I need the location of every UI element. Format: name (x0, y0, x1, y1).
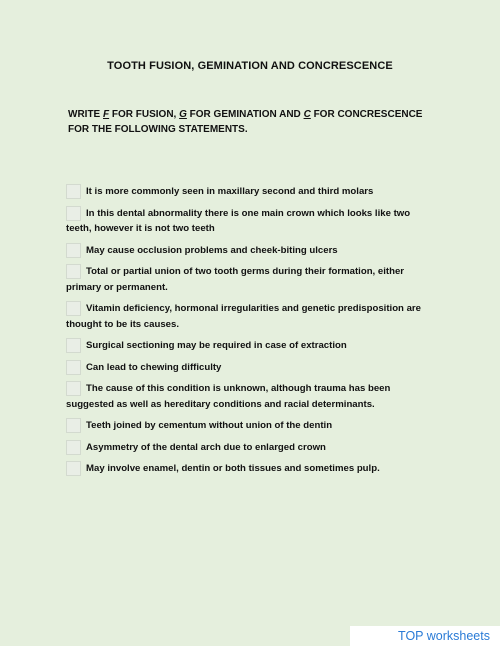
statement-item (66, 243, 436, 259)
instructions-text-2: FOR FUSION, (109, 109, 180, 120)
answer-box-9[interactable] (66, 418, 81, 433)
answer-box-10[interactable] (66, 440, 81, 455)
instructions-letter-c: C (303, 109, 311, 120)
instructions-letter-f: F (103, 109, 110, 120)
statement-item (66, 360, 436, 376)
statement-text-2: In this dental abnormality there is one main crown which looks like two teeth, however it is not two teeth (66, 207, 411, 234)
answer-box-11[interactable] (66, 461, 81, 476)
statement-item (66, 264, 436, 295)
logo-top-text: TOP (398, 629, 424, 643)
statement-item (66, 461, 436, 477)
statement-text-3: May cause occlusion problems and cheek-biting ulcers (86, 244, 338, 256)
statement-text-7: Can lead to chewing difficulty (86, 361, 222, 373)
worksheet-title: TOOTH FUSION, GEMINATION AND CONCRESCENCE (107, 60, 393, 72)
instructions-text-1: WRITE (68, 109, 103, 120)
answer-box-5[interactable] (66, 301, 81, 316)
logo-worksheets-text: worksheets (426, 629, 490, 643)
footer-bar (350, 626, 500, 646)
answer-box-2[interactable] (66, 206, 81, 221)
topworksheets-logo[interactable] (398, 629, 490, 643)
instructions-text-3: FOR GEMINATION AND (186, 109, 304, 120)
statement-item (66, 338, 436, 354)
statement-text-8: The cause of this condition is unknown, although trauma has been suggested as well as hereditary conditions and racial determinants. (66, 383, 391, 410)
answer-box-7[interactable] (66, 360, 81, 375)
statement-list (66, 184, 436, 483)
statement-item (66, 206, 436, 237)
statement-item (66, 440, 436, 456)
answer-box-3[interactable] (66, 243, 81, 258)
statement-text-1: It is more commonly seen in maxillary second and third molars (86, 186, 374, 197)
answer-box-4[interactable] (66, 264, 81, 279)
statement-text-6: Surgical sectioning may be required in case of extraction (86, 340, 347, 351)
statement-item (66, 301, 436, 332)
instructions-text-4: FOR CONCRESCENCE FOR THE FOLLOWING STATEMENTS. (68, 109, 423, 135)
instructions-letter-g: G (179, 109, 187, 120)
statement-text-10: Asymmetry of the dental arch due to enlarged crown (86, 441, 326, 453)
statement-item (66, 418, 436, 434)
statement-text-9: Teeth joined by cementum without union of the dentin (86, 420, 333, 431)
answer-box-8[interactable] (66, 381, 81, 396)
statement-text-4: Total or partial union of two tooth germs during their formation, either primary or permanent. (66, 266, 405, 293)
statement-text-5: Vitamin deficiency, hormonal irregularities and genetic predisposition are thought to be its causes. (66, 303, 421, 330)
statement-item (66, 184, 436, 200)
statement-item (66, 381, 436, 412)
answer-box-6[interactable] (66, 338, 81, 353)
statement-text-11: May involve enamel, dentin or both tissues and sometimes pulp. (86, 463, 380, 474)
answer-box-1[interactable] (66, 184, 81, 199)
instructions (68, 107, 438, 137)
